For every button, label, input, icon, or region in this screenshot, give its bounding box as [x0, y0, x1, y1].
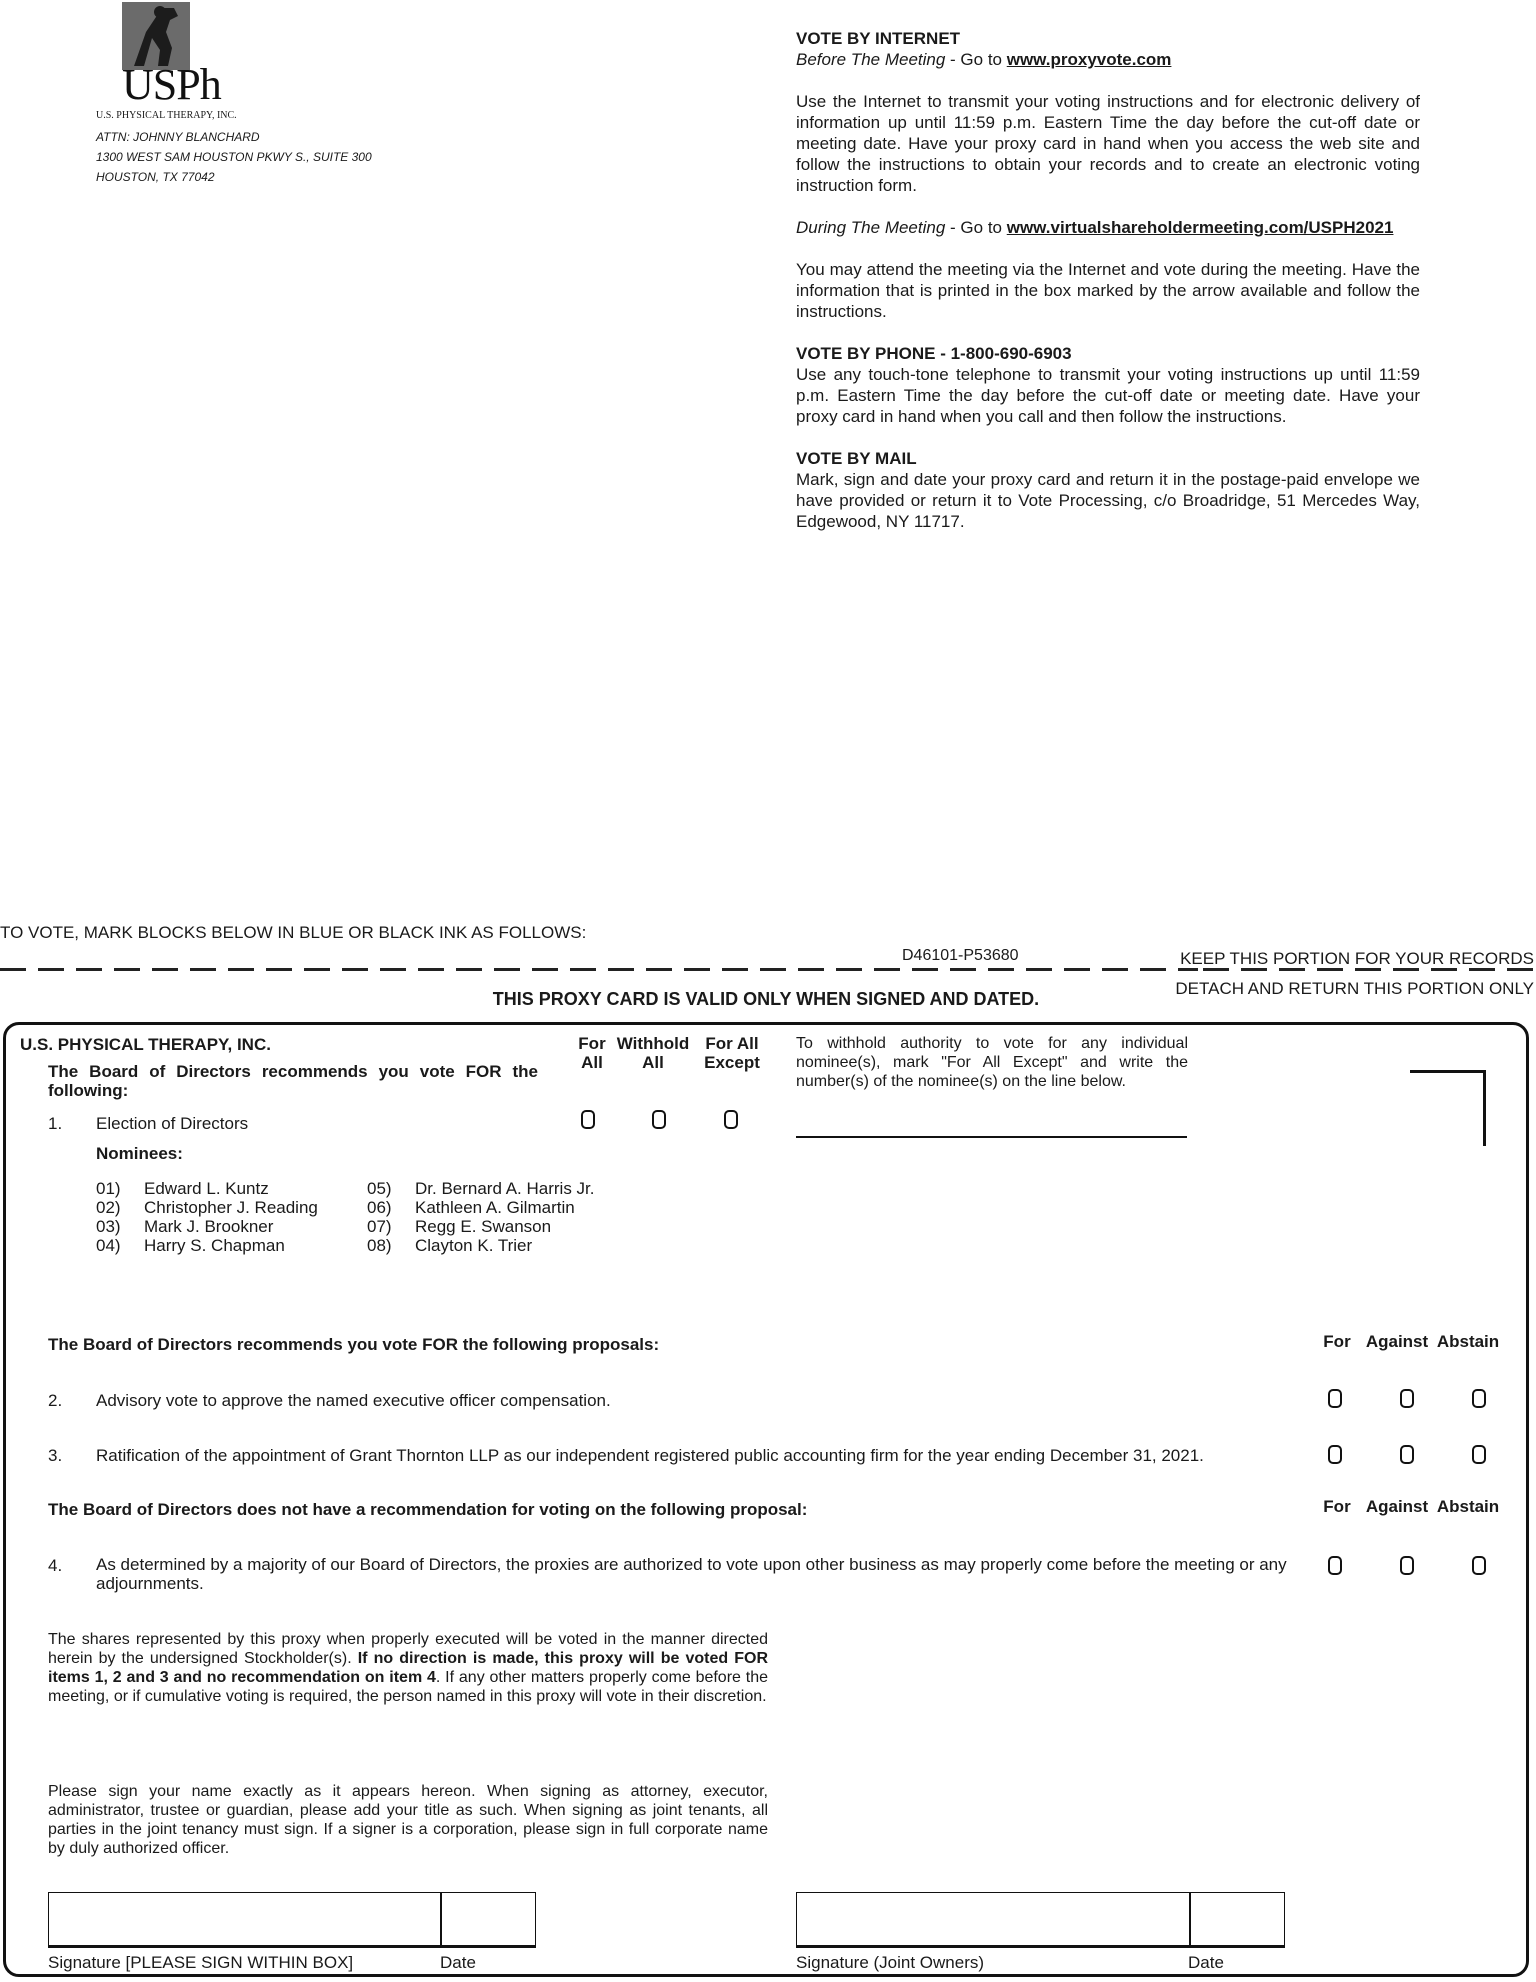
address-corner-mark — [1410, 1070, 1486, 1146]
address-city: HOUSTON, TX 77042 — [96, 170, 215, 184]
nominee-num: 06) — [367, 1198, 392, 1217]
col-abstain: Abstain — [1436, 1332, 1500, 1351]
nominee-num: 03) — [96, 1217, 121, 1236]
col-for-all-except: For All Except — [704, 1034, 760, 1072]
nominee-name: Harry S. Chapman — [144, 1236, 285, 1255]
virtual-meeting-link[interactable]: www.virtualshareholdermeeting.com/USPH2021 — [1006, 218, 1394, 237]
during-meeting-line — [796, 217, 1420, 238]
nominee-num: 05) — [367, 1179, 392, 1198]
address-street: 1300 WEST SAM HOUSTON PKWY S., SUITE 300 — [96, 150, 372, 164]
item3-number: 3. — [48, 1446, 63, 1465]
vote-mail-text: Mark, sign and date your proxy card and return it in the postage-paid envelope we have provided or return it to Vote Processing, c/o Broadridge, 51 Mercedes Way, Edgewood, NY 11717. — [796, 470, 1420, 531]
nominee-num: 08) — [367, 1236, 392, 1255]
item1-number: 1. — [48, 1114, 63, 1133]
shares-paragraph: The shares represented by this proxy when properly executed will be voted in the manner directed herein by the undersigned Stockholder(s). If no direction is made, this proxy will be voted FOR items 1, 2 and 3 and no recommendation on item 4. If any other matters properly come before the meeting, or if cumulative voting is required, the person named in this proxy will vote in their discretion. — [48, 1631, 769, 1705]
withhold-instructions: To withhold authority to vote for any individual nominee(s), mark "For All Except" and write the number(s) of the nominee(s) on the line below. — [796, 1035, 1188, 1090]
before-meeting-line — [796, 49, 1420, 70]
date-label-primary: Date — [440, 1953, 476, 1972]
nominee-num: 07) — [367, 1217, 392, 1236]
nominee-name: Edward L. Kuntz — [144, 1179, 269, 1198]
col-for-all: For All — [578, 1034, 606, 1072]
before-meeting-label: Before The Meeting — [796, 50, 946, 69]
item3-for-checkbox[interactable] — [1328, 1445, 1342, 1464]
signature-label-primary: Signature [PLEASE SIGN WITHIN BOX] — [48, 1953, 354, 1972]
col-against-2: Against — [1365, 1497, 1429, 1516]
nominees-label: Nominees: — [96, 1144, 183, 1163]
vote-mail-heading: VOTE BY MAIL — [796, 449, 917, 468]
logo-company-name: U.S. PHYSICAL THERAPY, INC. — [96, 110, 237, 121]
logo-text: USPh — [122, 60, 221, 109]
item4-for-checkbox[interactable] — [1328, 1556, 1342, 1575]
nominee-name: Regg E. Swanson — [415, 1217, 552, 1236]
item2-against-checkbox[interactable] — [1400, 1389, 1414, 1408]
logo-wordmark — [122, 62, 221, 108]
item3-abstain-checkbox[interactable] — [1472, 1445, 1486, 1464]
col-against: Against — [1365, 1332, 1429, 1351]
detach-line-right — [1203, 968, 1536, 971]
vote-phone-text: Use any touch-tone telephone to transmit your voting instructions up until 11:59 p.m. Eastern Time the day before the cut-off date or meeting date. Have your proxy card in hand when you call and then follow the instructions. — [796, 365, 1420, 426]
item4-abstain-checkbox[interactable] — [1472, 1556, 1486, 1575]
signature-box-primary[interactable] — [48, 1892, 536, 1948]
nominee-name: Dr. Bernard A. Harris Jr. — [415, 1179, 595, 1198]
detach-line — [0, 968, 1198, 971]
voting-instructions — [796, 28, 1420, 553]
item2-number: 2. — [48, 1391, 63, 1410]
item4-number: 4. — [48, 1556, 63, 1575]
signature-date-divider — [440, 1893, 442, 1945]
vote-internet-heading: VOTE BY INTERNET — [796, 29, 961, 48]
item3-label: Ratification of the appointment of Grant Thornton LLP as our independent registered public accounting firm for the year ending December 31, 2021. — [96, 1446, 1204, 1465]
board-recommendation-3: The Board of Directors does not have a recommendation for voting on the following proposal: — [48, 1500, 808, 1519]
internet-before-text: Use the Internet to transmit your voting instructions and for electronic delivery of information up until 11:59 p.m. Eastern Time the day before the cut-off date or meeting date. Have your proxy card in hand when you access the web site and follow the instructions to obtain your records and to create an electronic voting instruction form. — [796, 92, 1420, 195]
item1-label: Election of Directors — [96, 1114, 249, 1133]
nominee-name: Clayton K. Trier — [415, 1236, 533, 1255]
signature-label-joint: Signature (Joint Owners) — [796, 1953, 985, 1972]
nominee-num: 04) — [96, 1236, 121, 1255]
exception-write-line[interactable] — [796, 1136, 1187, 1138]
before-goto: - Go to — [945, 50, 1007, 69]
signing-instructions: Please sign your name exactly as it appears hereon. When signing as attorney, executor, administrator, trustee or guardian, please add your title as such. When signing as joint tenants, all parties in the joint tenancy must sign. If a signer is a corporation, please sign in full corporate name by duly authorized officer. — [48, 1783, 768, 1857]
col-withhold-all: Withhold All — [616, 1034, 690, 1072]
signature-date-divider — [1189, 1893, 1191, 1945]
date-label-joint: Date — [1188, 1953, 1224, 1972]
ink-instructions: TO VOTE, MARK BLOCKS BELOW IN BLUE OR BLACK INK AS FOLLOWS: — [0, 923, 587, 942]
keep-portion-label: KEEP THIS PORTION FOR YOUR RECORDS — [1180, 949, 1534, 968]
item2-label: Advisory vote to approve the named executive officer compensation. — [96, 1391, 611, 1410]
proxyvote-link[interactable]: www.proxyvote.com — [1006, 50, 1172, 69]
vote-phone-heading: VOTE BY PHONE - 1-800-690-6903 — [796, 344, 1072, 363]
item2-abstain-checkbox[interactable] — [1472, 1389, 1486, 1408]
nominee-num: 02) — [96, 1198, 121, 1217]
internet-during-text: You may attend the meeting via the Internet and vote during the meeting. Have the information that is printed in the box marked by the arrow available and follow the instructions. — [796, 260, 1420, 321]
item2-for-checkbox[interactable] — [1328, 1389, 1342, 1408]
nominee-num: 01) — [96, 1179, 121, 1198]
validity-notice: THIS PROXY CARD IS VALID ONLY WHEN SIGNED AND DATED. — [492, 989, 1040, 1009]
board-recommendation-2: The Board of Directors recommends you vote FOR the following proposals: — [48, 1335, 660, 1354]
item1-withhold-all-checkbox[interactable] — [652, 1110, 666, 1129]
nominee-name: Kathleen A. Gilmartin — [415, 1198, 575, 1217]
item4-label: As determined by a majority of our Board of Directors, the proxies are authorized to vote upon other business as may properly come before the meeting or any adjournments. — [96, 1555, 1287, 1593]
item1-for-all-checkbox[interactable] — [581, 1110, 595, 1129]
address-attn: ATTN: JOHNNY BLANCHARD — [96, 130, 260, 144]
board-recommendation-1: The Board of Directors recommends you vote FOR the following: — [48, 1062, 538, 1100]
detach-portion-label: DETACH AND RETURN THIS PORTION ONLY — [1175, 979, 1534, 998]
during-meeting-label: During The Meeting — [796, 218, 946, 237]
item4-against-checkbox[interactable] — [1400, 1556, 1414, 1575]
nominee-name: Christopher J. Reading — [144, 1198, 318, 1217]
signature-box-joint[interactable] — [796, 1892, 1285, 1948]
card-company-name: U.S. PHYSICAL THERAPY, INC. — [20, 1035, 271, 1054]
col-abstain-2: Abstain — [1436, 1497, 1500, 1516]
during-goto: - Go to — [945, 218, 1007, 237]
col-for: For — [1323, 1332, 1351, 1351]
item3-against-checkbox[interactable] — [1400, 1445, 1414, 1464]
col-for-2: For — [1323, 1497, 1351, 1516]
control-code: D46101-P53680 — [902, 947, 1019, 964]
item1-for-all-except-checkbox[interactable] — [724, 1110, 738, 1129]
nominee-name: Mark J. Brookner — [144, 1217, 274, 1236]
